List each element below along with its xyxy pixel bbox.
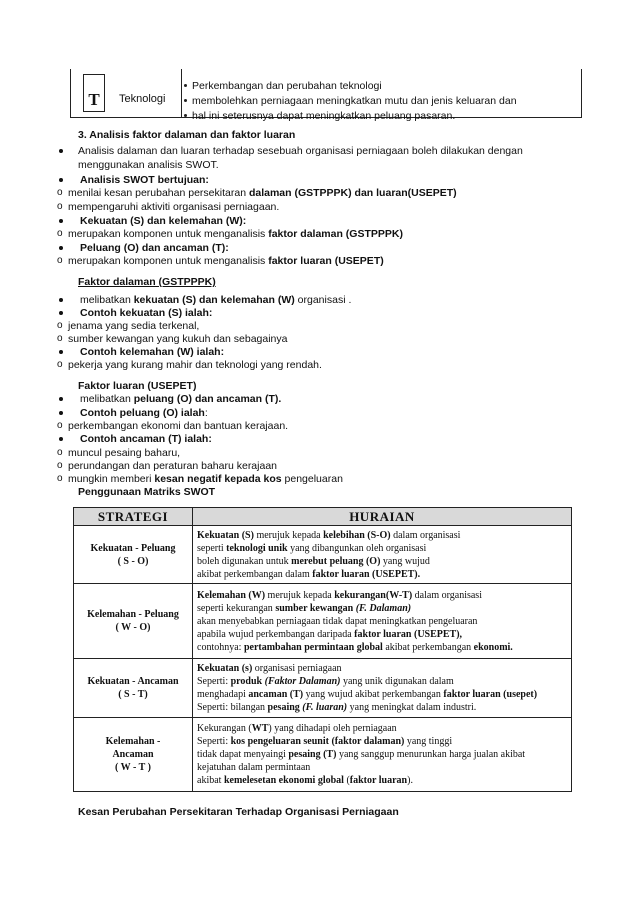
table-row bbox=[74, 718, 572, 792]
description-line: seperti kekurangan sumber kewangan (F. Dalaman) bbox=[197, 602, 412, 614]
table-line-3: hal ini seterusnya dapat meningkatkan peluang pasaran. bbox=[192, 109, 517, 124]
bullet-circle: o bbox=[57, 460, 63, 471]
bullet-dot bbox=[59, 219, 63, 223]
ancaman-item-1: muncul pesaing baharu, bbox=[68, 447, 181, 459]
luaran-line-1: melibatkan peluang (O) dan ancaman (T). bbox=[80, 393, 282, 405]
bullet-circle: o bbox=[57, 420, 63, 431]
table-description bbox=[192, 79, 517, 124]
strategy-cell bbox=[74, 718, 193, 792]
description-cell bbox=[193, 718, 572, 792]
description-line: apabila wujud perkembangan daripada faktor luaran (USEPET), bbox=[197, 628, 463, 640]
bullet-circle: o bbox=[57, 228, 63, 239]
bullet-dot bbox=[59, 178, 63, 182]
bullet-circle: o bbox=[57, 255, 63, 266]
kekuatan-kelemahan-heading: Kekuatan (S) dan kelemahan (W): bbox=[80, 215, 247, 227]
bullet-dot bbox=[59, 149, 63, 153]
table-header-row bbox=[74, 508, 572, 526]
table-row bbox=[74, 659, 572, 718]
kekuatan-heading: Contoh kekuatan (S) ialah: bbox=[80, 307, 213, 319]
strategy-name-cont: Ancaman bbox=[112, 749, 154, 760]
strategy-name: Kekuatan - Peluang bbox=[90, 542, 176, 554]
table-line-2: membolehkan perniagaan meningkatkan mutu dan jenis keluaran dan bbox=[192, 95, 517, 107]
bullet-circle: o bbox=[57, 333, 63, 344]
column-header-huraian: HURAIAN bbox=[193, 508, 572, 526]
bullet-circle: o bbox=[57, 359, 63, 370]
description-line: boleh digunakan untuk merebut peluang (O) yang wujud bbox=[197, 555, 430, 567]
table-row bbox=[74, 584, 572, 659]
bullet-dot bbox=[59, 298, 63, 302]
column-header-strategi: STRATEGI bbox=[74, 508, 193, 526]
strategy-code: ( W - O) bbox=[115, 622, 151, 633]
table-label-teknologi: Teknologi bbox=[119, 93, 166, 105]
kelemahan-heading: Contoh kelemahan (W) ialah: bbox=[80, 346, 225, 358]
peluang-item-1: perkembangan ekonomi dan bantuan kerajaan. bbox=[68, 420, 289, 432]
bullet-circle: o bbox=[57, 187, 63, 198]
dalaman-heading: Faktor dalaman (GSTPPPK) bbox=[78, 276, 216, 288]
description-line: Seperti: kos pengeluaran seunit (faktor dalaman) yang tinggi bbox=[197, 736, 453, 747]
bullet-dot bbox=[59, 246, 63, 250]
footer-heading: Kesan Perubahan Persekitaran Terhadap Organisasi Perniagaan bbox=[78, 806, 399, 818]
strategy-code: ( S - O) bbox=[117, 555, 149, 567]
table-line-1: Perkembangan dan perubahan teknologi bbox=[192, 79, 517, 94]
kekuatan-item-2: sumber kewangan yang kukuh dan sebagainya bbox=[68, 333, 288, 345]
kk-item: merupakan komponen untuk menganalisis faktor dalaman (GSTPPPK) bbox=[68, 228, 403, 240]
swot-matrix-table bbox=[73, 507, 572, 792]
swot-heading: Analisis SWOT bertujuan: bbox=[80, 174, 209, 186]
bullet-circle: o bbox=[57, 447, 63, 458]
description-line: kejatuhan dalam permintaan bbox=[197, 762, 311, 773]
strategy-name: Kelemahan - bbox=[105, 736, 161, 747]
bullet-dot bbox=[59, 350, 63, 354]
description-cell bbox=[193, 584, 572, 659]
top-table bbox=[70, 69, 582, 122]
description-line: akibat kemelesetan ekonomi global (faktor luaran). bbox=[197, 775, 413, 786]
description-line: Seperti: bilangan pesaing (F. luaran) yang meningkat dalam industri. bbox=[197, 702, 477, 713]
strategy-name: Kelemahan - Peluang bbox=[87, 609, 179, 620]
ancaman-heading: Contoh ancaman (T) ialah: bbox=[80, 433, 212, 445]
intro-line-2: menggunakan analisis SWOT. bbox=[78, 159, 219, 171]
description-line: Kekuatan (S) merujuk kepada kelebihan (S-O) dalam organisasi bbox=[197, 529, 461, 541]
ancaman-item-3: mungkin memberi kesan negatif kepada kos pengeluaran bbox=[68, 473, 343, 485]
description-line: seperti teknologi unik yang dibangunkan oleh organisasi bbox=[197, 542, 427, 554]
bullet-dot bbox=[59, 411, 63, 415]
strategy-cell bbox=[74, 526, 193, 584]
kekuatan-item-1: jenama yang sedia terkenal, bbox=[68, 320, 200, 332]
peluang-heading: Contoh peluang (O) ialah: bbox=[80, 407, 208, 419]
description-line: Kelemahan (W) merujuk kepada kekurangan(W-T) dalam organisasi bbox=[197, 589, 482, 601]
table-letter-t: T bbox=[83, 74, 105, 112]
bullet-circle: o bbox=[57, 201, 63, 212]
table-divider bbox=[181, 69, 182, 117]
description-line: akibat perkembangan dalam faktor luaran (USEPET). bbox=[197, 568, 421, 580]
strategy-code: ( S - T) bbox=[118, 689, 148, 700]
dalaman-line-1: melibatkan kekuatan (S) dan kelemahan (W) organisasi . bbox=[80, 294, 352, 306]
table-row bbox=[74, 526, 572, 584]
intro-line-1: Analisis dalaman dan luaran terhadap sesebuah organisasi perniagaan boleh dilakukan dengan bbox=[78, 145, 523, 157]
description-cell bbox=[193, 526, 572, 584]
bullet-circle: o bbox=[57, 320, 63, 331]
description-line: Seperti: produk (Faktor Dalaman) yang unik digunakan dalam bbox=[197, 676, 454, 687]
description-line: contohnya: pertambahan permintaan global akibat perkembangan ekonomi. bbox=[197, 641, 513, 653]
matrix-heading: Penggunaan Matriks SWOT bbox=[78, 486, 216, 498]
bullet-dot bbox=[59, 311, 63, 315]
description-line: akan menyebabkan perniagaan tidak dapat meningkatkan pengeluaran bbox=[197, 615, 478, 627]
strategy-code: ( W - T ) bbox=[115, 762, 151, 773]
strategy-cell bbox=[74, 584, 193, 659]
description-cell bbox=[193, 659, 572, 718]
bullet-dot bbox=[59, 397, 63, 401]
description-line: tidak dapat menyaingi pesaing (T) yang sanggup menurunkan harga jualan akibat bbox=[197, 749, 526, 760]
strategy-cell bbox=[74, 659, 193, 718]
bullet-circle: o bbox=[57, 473, 63, 484]
strategy-name: Kekuatan - Ancaman bbox=[87, 676, 179, 687]
description-line: Kekurangan (WT) yang dihadapi oleh perniagaan bbox=[197, 723, 397, 734]
ancaman-item-2: perundangan dan peraturan baharu kerajaan bbox=[68, 460, 278, 472]
luaran-heading: Faktor luaran (USEPET) bbox=[78, 380, 197, 392]
swot-item-1: menilai kesan perubahan persekitaran dalaman (GSTPPPK) dan luaran(USEPET) bbox=[68, 187, 457, 199]
description-line: Kekuatan (s) organisasi perniagaan bbox=[197, 663, 342, 674]
bullet-dot bbox=[59, 437, 63, 441]
pa-item: merupakan komponen untuk menganalisis faktor luaran (USEPET) bbox=[68, 255, 384, 267]
swot-item-2: mempengaruhi aktiviti organisasi perniagaan. bbox=[68, 201, 280, 213]
section-3-heading: 3. Analisis faktor dalaman dan faktor luaran bbox=[78, 129, 296, 141]
kelemahan-item-1: pekerja yang kurang mahir dan teknologi yang rendah. bbox=[68, 359, 322, 371]
description-line: menghadapi ancaman (T) yang wujud akibat perkembangan faktor luaran (usepet) bbox=[197, 689, 538, 700]
peluang-ancaman-heading: Peluang (O) dan ancaman (T): bbox=[80, 242, 229, 254]
